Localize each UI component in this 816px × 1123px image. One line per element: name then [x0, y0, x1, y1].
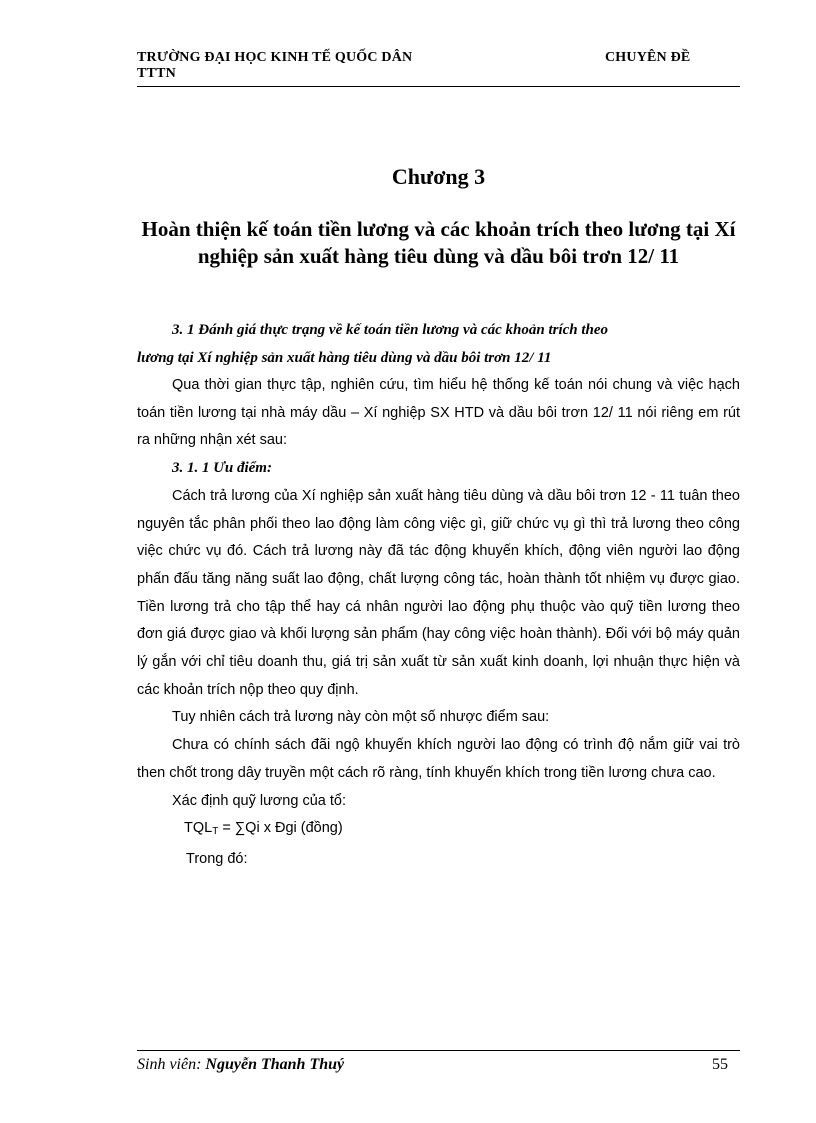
formula-subscript: T: [212, 826, 219, 838]
header-doc-label: CHUYÊN ĐỀ: [605, 50, 691, 65]
footer-student-name: Nguyễn Thanh Thuý: [205, 1056, 345, 1073]
formula-right: = ∑Qi x Đgi (đồng): [218, 820, 343, 837]
header-doc-label-cont: TTTN: [137, 66, 176, 81]
fund-definition: Xác định quỹ lương của tổ:: [172, 792, 346, 809]
disadvantages-intro: Tuy nhiên cách trả lương này còn một số nhược điểm sau:: [172, 709, 550, 726]
chapter-title: Hoàn thiện kế toán tiền lương và các khoản trích theo lương tại Xí nghiệp sản xuất hàng tiêu dùng và dầu bôi trơn 12/ 11: [141, 217, 736, 268]
body-text: [137, 372, 740, 874]
formula-left: TQL: [184, 820, 213, 837]
advantages-paragraph: Cách trả lương của Xí nghiệp sản xuất hàng tiêu dùng và dầu bôi trơn 12 - 11 tuân theo nguyên tắc phân phối theo lao động làm công việc gì, giữ chức vụ gì thì trả lương theo công việc chức vụ đó. Cách trả lương này đã tác động khuyến khích, động viên người lao động phấn đấu tăng năng suất lao động, chất lượng công tác, hoàn thành tốt nhiệm vụ được giao. Tiền lương trả cho tập thể hay cá nhân người lao động phụ thuộc vào quỹ tiền lương theo đơn giá được giao và khối lượng sản phẩm (hay công việc hoàn thành). Đối với bộ máy quản lý gắn với chỉ tiêu doanh thu, giá trị sản xuất từ sản xuất kinh doanh, lợi nhuận thực hiện và các khoản trích nộp theo quy định.: [137, 487, 740, 698]
chapter-label: Chương 3: [391, 164, 486, 189]
footer-student: [137, 1054, 344, 1076]
where-label: Trong đó:: [186, 850, 248, 867]
salary-fund-formula: [137, 815, 740, 846]
header-school: TRƯỜNG ĐẠI HỌC KINH TẾ QUỐC DÂN: [137, 50, 413, 65]
page-footer: [137, 1054, 740, 1078]
footer-divider: [137, 1050, 740, 1051]
section-heading: [137, 316, 740, 372]
section-heading-line1: 3. 1 Đánh giá thực trạng về kế toán tiền lương và các khoản trích theo: [172, 322, 609, 338]
page-header: [137, 50, 740, 82]
page-number: 55: [712, 1056, 728, 1073]
header-divider: [137, 86, 740, 87]
intro-paragraph: Qua thời gian thực tập, nghiên cứu, tìm hiểu hệ thống kế toán nói chung và việc hạch toán tiền lương tại nhà máy dầu – Xí nghiệp SX HTD và dầu bôi trơn 12/ 11 nói riêng em rút ra những nhận xét sau:: [137, 377, 740, 449]
footer-student-label: Sinh viên:: [137, 1056, 202, 1073]
section-heading-line2: lương tại Xí nghiệp sản xuất hàng tiêu dùng và dầu bôi trơn 12/ 11: [137, 350, 552, 366]
subsection-heading: 3. 1. 1 Ưu điểm:: [172, 460, 272, 477]
disadvantages-paragraph: Chưa có chính sách đãi ngộ khuyến khích người lao động có trình độ nắm giữ vai trò then chốt trong dây truyền một cách rõ ràng, tính khuyến khích trong tiền lương chưa cao.: [137, 737, 740, 781]
